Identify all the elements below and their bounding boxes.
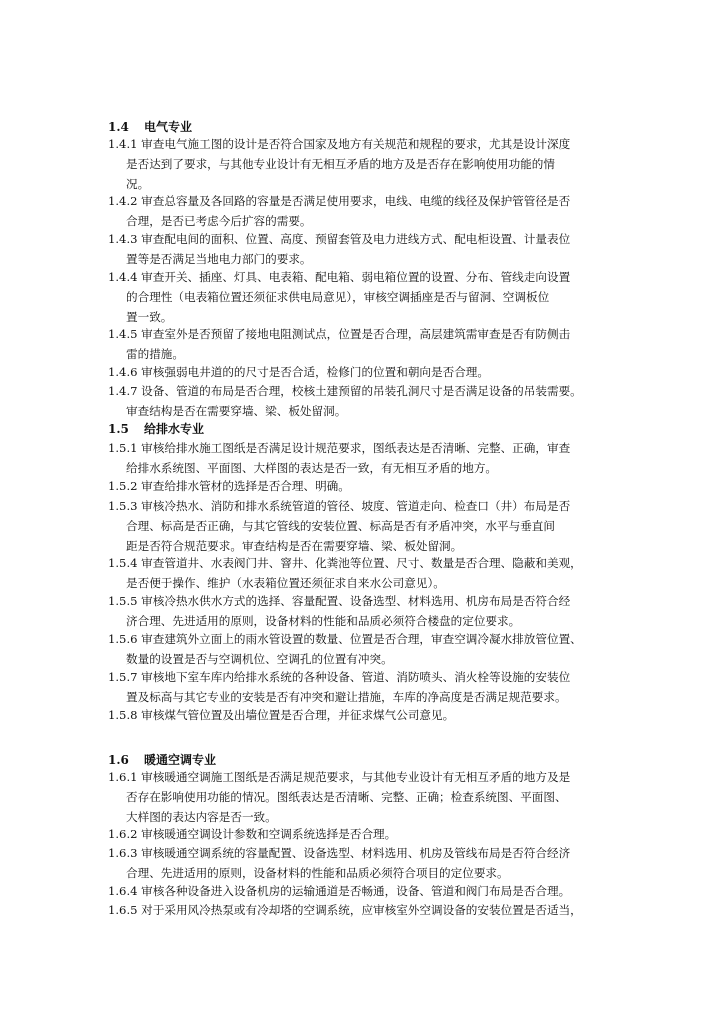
item-line: 1.4.6 审核强弱电井道的的尺寸是否合适，检修门的位置和朝向是否合理。	[108, 365, 489, 379]
list-item	[108, 496, 628, 556]
item-line: 距是否符合规范要求。审查结构是否在需要穿墙、梁、板处留洞。	[126, 539, 463, 553]
section-number: 1.4	[108, 120, 129, 134]
section-title: 给排水专业	[144, 422, 205, 436]
item-line: 1.5.3 审核冷热水、消防和排水系统管道的管径、坡度、管道走向、检查口（井）布局是否	[108, 499, 571, 513]
item-line: 是否达到了要求，与其他专业设计有无相互矛盾的地方及是否存在影响使用功能的情	[126, 157, 555, 171]
item-line: 1.6.5 对于采用风冷热泵或有冷却塔的空调系统，应审核室外空调设备的安装位置是否适当，	[108, 903, 582, 917]
section-title: 电气专业	[144, 120, 193, 134]
item-line: 1.5.5 审核冷热水供水方式的选择、容量配置、设备选型、材料选用、机房布局是否符合经	[108, 594, 571, 608]
item-line: 否存在影响使用功能的情况。图纸表达是否清晰、完整、正确；检查系统图、平面图、	[126, 790, 567, 804]
list-item	[108, 629, 628, 669]
list-item	[108, 381, 628, 421]
item-line: 1.4.3 审查配电间的面积、位置、高度、预留套管及电力进线方式、配电柜设置、计量表位	[108, 232, 571, 246]
list-item	[108, 553, 628, 593]
item-line: 给排水系统图、平面图、大样图的表达是否一致，有无相互矛盾的地方。	[126, 461, 498, 475]
item-line: 合理，是否已考虑今后扩容的需要。	[126, 214, 312, 228]
item-line: 1.5.2 审查给排水管材的选择是否合理、明确。	[108, 479, 350, 493]
list-item	[108, 229, 628, 269]
list-item	[108, 476, 628, 496]
section-number: 1.5	[108, 422, 129, 436]
item-line: 置等是否满足当地电力部门的要求。	[126, 252, 312, 266]
item-line: 大样图的表达内容是否一致。	[126, 810, 277, 824]
list-item	[108, 191, 628, 231]
item-line: 1.5.1 审核给排水施工图纸是否满足设计规范要求，图纸表达是否清晰、完整、正确，审查	[108, 441, 571, 455]
list-item	[108, 134, 628, 194]
item-line: 置一致。	[126, 310, 173, 324]
list-item	[108, 438, 628, 478]
list-item	[108, 667, 628, 707]
item-line: 济合理、先进适用的原则，设备材料的性能和品质必须符合楼盘的定位要求。	[126, 614, 521, 628]
list-item	[108, 591, 628, 631]
item-line: 是否便于操作、维护（水表箱位置还须征求自来水公司意见）。	[126, 576, 445, 590]
list-item	[108, 705, 628, 725]
item-line: 合理、标高是否正确，与其它管线的安装位置、标高是否有矛盾冲突，水平与垂直间	[126, 519, 555, 533]
item-line: 1.6.1 审核暖通空调施工图纸是否满足规范要求，与其他专业设计有无相互矛盾的地方及是	[108, 770, 571, 784]
list-item	[108, 362, 628, 382]
item-line: 1.5.7 审核地下室车库内给排水系统的各种设备、管道、消防喷头、消火栓等设施的安装位	[108, 670, 571, 684]
item-line: 1.4.5 审查室外是否预留了接地电阻测试点，位置是否合理，高层建筑需审查是否有防侧击	[108, 327, 571, 341]
list-item	[108, 824, 628, 844]
list-item	[108, 267, 628, 327]
item-line: 1.6.4 审核各种设备进入设备机房的运输通道是否畅通，设备、管道和阀门布局是否合理。	[108, 884, 571, 898]
item-line: 置及标高与其它专业的安装是否有冲突和避让措施，车库的净高度是否满足规范要求。	[126, 690, 567, 704]
item-line: 1.4.4 审查开关、插座、灯具、电表箱、配电箱、弱电箱位置的设置、分布、管线走向设置	[108, 270, 571, 284]
list-item	[108, 900, 628, 920]
item-line: 1.5.4 审查管道井、水表阀门井、窨井、化粪池等位置、尺寸、数量是否合理、隐蔽和美观，	[108, 556, 582, 570]
item-line: 的合理性（电表箱位置还须征求供电局意见），审核空调插座是否与留洞、空调板位	[126, 290, 550, 304]
list-item	[108, 843, 628, 883]
list-item	[108, 881, 628, 901]
item-line: 1.4.7 设备、管道的布局是否合理，校核土建预留的吊装孔洞尺寸是否满足设备的吊装需要。	[108, 384, 582, 398]
item-line: 1.6.3 审核暖通空调系统的容量配置、设备选型、材料选用、机房及管线布局是否符合经济	[108, 846, 571, 860]
item-line: 雷的措施。	[126, 347, 184, 361]
section-number: 1.6	[108, 753, 129, 767]
section-heading	[108, 420, 204, 438]
item-line: 1.4.1 审查电气施工图的设计是否符合国家及地方有关规范和规程的要求，尤其是设计深度	[108, 137, 571, 151]
item-line: 况。	[126, 177, 150, 191]
item-line: 1.4.2 审查总容量及各回路的容量是否满足使用要求，电线、电缆的线径及保护管管径是否	[108, 194, 571, 208]
item-line: 审查结构是否在需要穿墙、梁、板处留洞。	[126, 404, 347, 418]
item-line: 数量的设置是否与空调机位、空调孔的位置有冲突。	[126, 652, 393, 666]
item-line: 合理、先进适用的原则，设备材料的性能和品质必须符合项目的定位要求。	[126, 866, 509, 880]
list-item	[108, 767, 628, 827]
item-line: 1.5.8 审核煤气管位置及出墙位置是否合理，并征求煤气公司意见。	[108, 708, 455, 722]
item-line: 1.6.2 审核暖通空调设计参数和空调系统选择是否合理。	[108, 827, 397, 841]
section-title: 暖通空调专业	[144, 753, 217, 767]
list-item	[108, 324, 628, 364]
item-line: 1.5.6 审查建筑外立面上的雨水管设置的数量、位置是否合理，审查空调冷凝水排放管位置、	[108, 632, 582, 646]
